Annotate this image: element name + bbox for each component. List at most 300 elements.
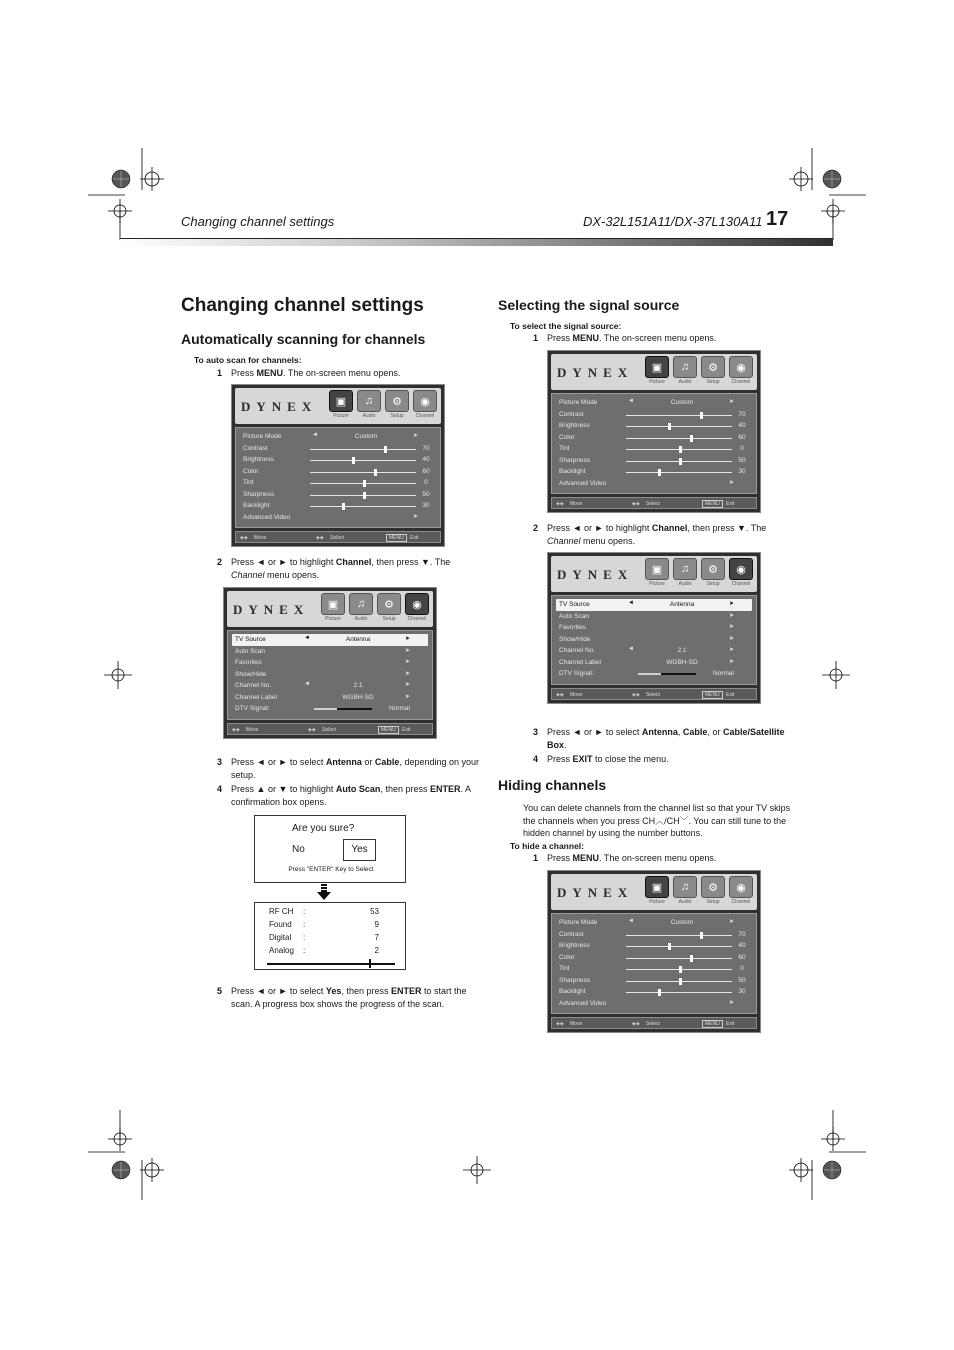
slider-knob[interactable] — [363, 492, 366, 499]
slider-knob[interactable] — [679, 458, 682, 465]
menu-row-label: Contrast — [243, 444, 268, 452]
tv-menu-body — [227, 630, 433, 720]
step-text: menu opens. — [580, 536, 636, 546]
tv-menu-body — [551, 913, 757, 1014]
audio-icon: ♫ — [349, 593, 373, 615]
menu-row-value: 0 — [424, 479, 428, 486]
slider-track — [310, 449, 416, 450]
step-text: ◄ — [572, 523, 582, 533]
move-label: Move — [570, 501, 583, 507]
tv-menu-picture — [231, 384, 445, 547]
step-text: ◄ — [256, 986, 266, 996]
menu-row-label: Contrast — [559, 410, 584, 418]
picture-icon: ▣ — [645, 558, 669, 580]
slider-knob[interactable] — [668, 423, 671, 430]
tab-channel[interactable] — [728, 356, 754, 387]
left-arrow-icon: ◄ — [628, 600, 634, 606]
step-text: Auto Scan — [335, 784, 381, 794]
tab-picture[interactable] — [644, 876, 670, 907]
step-text: . The on-screen menu opens. — [599, 333, 717, 343]
tab-label: Picture — [649, 581, 665, 587]
step-number: 1 — [533, 333, 539, 343]
right-arrow-icon: ➤ — [404, 659, 410, 665]
step-text: Press — [547, 853, 573, 863]
menu-row-value: 0 — [740, 445, 744, 452]
page-number: 17 — [766, 208, 789, 230]
slider-knob[interactable] — [700, 412, 703, 419]
running-header-model: DX-32L151A11/DX-37L130A11 — [583, 214, 763, 229]
heading-signal-source: Selecting the signal source — [498, 297, 680, 313]
menu-row-label: Color — [559, 953, 575, 961]
confirm-question: Are you sure? — [292, 823, 355, 834]
scan-progress-marker — [369, 959, 371, 968]
menu-row[interactable] — [556, 622, 752, 634]
menu-row-slider[interactable] — [556, 975, 752, 987]
step-text: to select — [603, 727, 642, 737]
right-arrow-icon: ➤ — [728, 647, 734, 653]
channel-icon: ◉ — [729, 876, 753, 898]
tab-picture[interactable] — [320, 593, 346, 624]
menu-row-slider[interactable] — [556, 455, 752, 467]
menu-row[interactable] — [556, 599, 752, 611]
menu-row-label: Channel No. — [235, 682, 272, 689]
slider-track — [626, 438, 732, 439]
menu-row-value: Antenna — [345, 636, 371, 643]
menu-row-label: Channel Label — [559, 658, 601, 666]
tab-setup[interactable] — [700, 558, 726, 589]
step-text: Cable/Satellite Box — [547, 727, 785, 750]
menu-row-label: Picture Mode — [559, 919, 598, 926]
step — [533, 522, 797, 548]
tv-menu-tabs — [644, 558, 754, 589]
menu-row-slider[interactable] — [556, 466, 752, 478]
step-text: Yes — [325, 986, 342, 996]
menu-row-label: Sharpness — [243, 490, 275, 498]
step-text: MENU — [256, 368, 284, 378]
tab-channel[interactable] — [412, 390, 438, 421]
slider-knob[interactable] — [700, 932, 703, 939]
menu-row[interactable] — [232, 657, 428, 669]
exit-label: Exit — [402, 726, 411, 733]
confirm-yes-button[interactable]: Yes — [343, 839, 376, 861]
step — [533, 726, 797, 752]
menu-row-value: 60 — [738, 953, 746, 961]
step-text: ▼ — [736, 523, 746, 533]
menu-row-label: Show/Hide — [235, 670, 267, 678]
step-number: 4 — [533, 754, 539, 764]
tab-label: Channel — [407, 616, 427, 622]
step-text: . The — [429, 557, 451, 567]
right-arrow-icon: ➤ — [728, 635, 734, 642]
exit-label: Exit — [726, 501, 735, 507]
tab-picture[interactable] — [328, 390, 354, 421]
menu-row-label: Picture Mode — [559, 399, 598, 406]
menu-row[interactable] — [232, 692, 428, 704]
slider-knob[interactable] — [342, 503, 345, 510]
slider-knob[interactable] — [374, 469, 377, 476]
tab-setup[interactable] — [700, 356, 726, 387]
menu-row-label: Brightness — [243, 456, 274, 463]
step-text: Channel — [231, 570, 265, 580]
tab-picture[interactable] — [644, 558, 670, 589]
slider-knob[interactable] — [384, 446, 387, 453]
menu-key-icon: MENU — [386, 534, 407, 542]
step-text: or — [361, 757, 375, 767]
tab-label: Picture — [325, 616, 341, 622]
tv-menu-channel — [547, 552, 761, 704]
step-text: , then press — [371, 557, 421, 567]
scan-row-value: 9 — [374, 920, 379, 929]
tab-label: Audio — [678, 581, 692, 587]
menu-row-label: TV Source — [235, 636, 266, 643]
tab-label: Audio — [354, 616, 368, 622]
menu-row-value: Normal — [389, 705, 410, 712]
menu-row-slider[interactable] — [556, 443, 752, 455]
tv-menu-tabs — [644, 876, 754, 907]
menu-row-value: 60 — [422, 467, 430, 475]
menu-row-slider[interactable] — [556, 940, 752, 952]
tab-label: Audio — [678, 379, 692, 385]
menu-row-slider[interactable] — [556, 929, 752, 941]
menu-row-value: 70 — [422, 444, 430, 452]
tab-label: Setup — [706, 581, 720, 587]
step-text: . The on-screen menu opens. — [599, 853, 717, 863]
exit-label: Exit — [410, 535, 419, 541]
step-text: Channel — [651, 523, 688, 533]
step — [533, 852, 799, 865]
step-text: Press — [231, 757, 257, 767]
tab-label: Audio — [362, 413, 376, 419]
menu-row-label: Brightness — [559, 942, 590, 949]
slider-track — [626, 426, 732, 427]
scan-row-colon: : — [303, 920, 306, 929]
slider-track — [626, 935, 732, 936]
menu-row[interactable] — [240, 512, 436, 524]
right-arrow-icon: ➤ — [412, 513, 418, 520]
audio-icon: ♫ — [673, 356, 697, 378]
menu-row[interactable] — [240, 431, 436, 443]
menu-row-slider[interactable] — [240, 489, 436, 501]
scan-row — [269, 933, 379, 945]
tv-menu-header — [551, 874, 757, 910]
step — [217, 985, 483, 1011]
menu-row-label: Tint — [243, 479, 254, 486]
menu-row-value: 40 — [738, 942, 746, 949]
slider-track — [626, 415, 732, 416]
menu-row-label: Contrast — [559, 930, 584, 938]
menu-row-value: 60 — [738, 433, 746, 441]
step-text: , then press — [341, 986, 391, 996]
menu-row-value: 0 — [740, 965, 744, 972]
tab-label: Picture — [333, 413, 349, 419]
confirm-no-button[interactable]: No — [292, 844, 305, 855]
step-text: to close the menu. — [592, 754, 669, 764]
dynex-logo: DYNEX — [557, 365, 634, 380]
menu-row-slider[interactable] — [556, 432, 752, 444]
subheading-auto-scan: To auto scan for channels: — [194, 355, 302, 365]
menu-row-slider[interactable] — [240, 466, 436, 478]
menu-row-slider[interactable] — [556, 963, 752, 975]
tab-setup[interactable] — [384, 390, 410, 421]
audio-icon: ♫ — [357, 390, 381, 412]
menu-row-label: TV Source — [559, 601, 590, 608]
step-text: MENU — [572, 333, 600, 343]
select-label: Select — [646, 501, 660, 507]
step-number: 5 — [217, 986, 223, 996]
step-text: ◄ — [572, 727, 582, 737]
menu-row-value: WGBH-SD — [342, 693, 374, 701]
left-arrow-icon: ◄ — [304, 681, 310, 687]
tv-menu-footer — [235, 531, 441, 543]
menu-row[interactable] — [556, 645, 752, 657]
slider-track — [310, 472, 416, 473]
menu-row[interactable] — [556, 998, 752, 1010]
tv-menu-footer — [551, 688, 757, 700]
menu-row-value: 2.1 — [353, 682, 363, 689]
step — [217, 756, 483, 782]
tab-audio[interactable] — [356, 390, 382, 421]
slider-knob[interactable] — [658, 469, 661, 476]
slider-knob[interactable] — [679, 966, 682, 973]
picture-icon: ▣ — [321, 593, 345, 615]
menu-key-icon: MENU — [378, 726, 399, 734]
slider-track — [626, 472, 732, 473]
tab-channel[interactable] — [404, 593, 430, 624]
step-text: Press — [547, 333, 573, 343]
right-arrow-icon: ➤ — [728, 479, 734, 486]
step-text: to select — [287, 757, 326, 767]
menu-row-value: Antenna — [669, 601, 695, 608]
tv-menu-body — [551, 595, 757, 685]
step-text: ► — [278, 757, 288, 767]
menu-row[interactable] — [556, 657, 752, 669]
step-text: to highlight — [287, 557, 336, 567]
audio-icon: ♫ — [673, 558, 697, 580]
menu-row-label: Backlight — [559, 468, 586, 475]
menu-row-value: Normal — [713, 670, 734, 677]
tab-setup[interactable] — [700, 876, 726, 907]
scan-row — [269, 946, 379, 958]
setup-icon: ⚙ — [701, 876, 725, 898]
menu-row-value: Custom — [670, 399, 694, 406]
menu-row-value: 30 — [738, 988, 746, 995]
step-number: 3 — [533, 727, 539, 737]
step-text: Press — [231, 784, 257, 794]
right-arrow-icon: ➤ — [728, 399, 734, 405]
menu-row[interactable] — [556, 397, 752, 409]
tab-channel[interactable] — [728, 876, 754, 907]
picture-icon: ▣ — [645, 356, 669, 378]
step-text: Channel — [335, 557, 372, 567]
menu-row-slider[interactable] — [240, 454, 436, 466]
step-number: 1 — [533, 853, 539, 863]
slider-track — [626, 958, 732, 959]
step-text: Press — [547, 727, 573, 737]
scan-progress-box — [254, 902, 406, 970]
step-text: Press — [547, 523, 573, 533]
scan-progress-track — [267, 963, 395, 965]
scan-row-colon: : — [303, 946, 306, 955]
heading-hiding-channels: Hiding channels — [498, 777, 607, 793]
menu-row-label: Tint — [559, 965, 570, 972]
step-text: ◄ — [256, 757, 266, 767]
tv-menu-tabs — [644, 356, 754, 387]
right-arrow-icon: ➤ — [404, 636, 410, 642]
menu-key-icon: MENU — [702, 1020, 723, 1028]
right-arrow-icon: ➤ — [728, 624, 734, 630]
menu-row-value: 2.1 — [677, 647, 687, 654]
menu-row-label: Sharpness — [559, 456, 591, 464]
tab-audio[interactable] — [348, 593, 374, 624]
menu-row-label: Backlight — [559, 988, 586, 995]
tab-label: Picture — [649, 899, 665, 905]
left-arrow-icon: ◄ — [628, 918, 634, 924]
channel-icon: ◉ — [405, 593, 429, 615]
tab-setup[interactable] — [376, 593, 402, 624]
menu-row-label: Advanced Video — [559, 999, 607, 1007]
menu-row-value: 30 — [738, 468, 746, 475]
dynex-logo: DYNEX — [241, 399, 318, 414]
step-text: Press — [547, 754, 573, 764]
left-arrow-icon: ◄ — [628, 646, 634, 652]
right-arrow-icon: ➤ — [728, 612, 734, 619]
step-number: 2 — [217, 557, 223, 567]
tab-audio[interactable] — [672, 558, 698, 589]
move-icon: ◈◈ — [556, 1021, 564, 1027]
paragraph-hiding-channels: You can delete channels from the channel list so that your TV skips the channels when you press CH︿/CH﹀. You can still tune to the hidden channel by using the number buttons. — [523, 803, 791, 838]
signal-meter — [638, 673, 696, 675]
menu-row[interactable] — [232, 680, 428, 692]
step-text: ▲ — [256, 784, 266, 794]
step-text: . The — [745, 523, 767, 533]
exit-label: Exit — [726, 691, 735, 698]
step — [217, 783, 483, 809]
slider-track — [310, 460, 416, 461]
step — [217, 556, 483, 582]
step-text: EXIT — [572, 754, 593, 764]
menu-row-dtv-signal — [556, 668, 752, 680]
step-text: Press — [231, 368, 257, 378]
subheading-signal-source: To select the signal source: — [510, 321, 622, 331]
step-text: MENU — [572, 853, 600, 863]
select-icon: ◈◈ — [632, 1021, 640, 1027]
menu-row-label: Picture Mode — [243, 433, 282, 440]
menu-row-slider[interactable] — [240, 477, 436, 489]
menu-row-label: Channel Label — [235, 693, 277, 701]
menu-row-value: Custom — [354, 433, 378, 440]
slider-track — [626, 992, 732, 993]
step-number: 1 — [217, 368, 223, 378]
step-text: or — [265, 784, 279, 794]
tab-channel[interactable] — [728, 558, 754, 589]
menu-row[interactable] — [556, 611, 752, 623]
tv-menu-picture — [547, 870, 761, 1033]
menu-row-label: Backlight — [243, 502, 270, 509]
move-icon: ◈◈ — [556, 501, 564, 507]
select-icon: ◈◈ — [632, 501, 640, 507]
scan-row-label: RF CH — [269, 907, 294, 916]
slider-knob[interactable] — [658, 989, 661, 996]
tab-picture[interactable] — [644, 356, 670, 387]
step-text: ► — [594, 523, 604, 533]
step-text: , then press — [687, 523, 737, 533]
slider-knob[interactable] — [668, 943, 671, 950]
menu-row-slider[interactable] — [556, 986, 752, 998]
menu-row-value: 70 — [738, 410, 746, 418]
tv-menu-tabs — [320, 593, 430, 624]
scan-row — [269, 920, 379, 932]
menu-row-label: Channel No. — [559, 647, 596, 654]
step-text: ► — [278, 986, 288, 996]
slider-knob[interactable] — [363, 480, 366, 487]
right-arrow-icon: ➤ — [728, 919, 734, 925]
menu-row[interactable] — [232, 634, 428, 646]
menu-row[interactable] — [556, 478, 752, 490]
tv-menu-footer — [551, 1017, 757, 1029]
slider-knob[interactable] — [352, 457, 355, 464]
move-icon: ◈◈ — [240, 535, 248, 541]
tv-menu-header — [227, 591, 433, 627]
scan-row-value: 53 — [370, 907, 379, 916]
slider-track — [310, 506, 416, 507]
menu-row-value: WGBH-SD — [666, 658, 698, 666]
menu-row-value: 50 — [738, 456, 746, 464]
menu-row-dtv-signal — [232, 703, 428, 715]
menu-row-slider[interactable] — [556, 409, 752, 421]
slider-knob[interactable] — [679, 446, 682, 453]
menu-row-label: Brightness — [559, 422, 590, 429]
menu-row[interactable] — [556, 917, 752, 929]
menu-key-icon: MENU — [702, 500, 723, 508]
scan-row-colon: : — [303, 907, 306, 916]
subheading-hide-channel: To hide a channel: — [510, 841, 584, 851]
tab-label: Setup — [390, 413, 404, 419]
menu-row-value: 50 — [422, 490, 430, 498]
tv-menu-header — [551, 556, 757, 592]
left-arrow-icon: ◄ — [628, 398, 634, 404]
right-arrow-icon: ➤ — [404, 693, 410, 700]
move-icon: ◈◈ — [556, 691, 564, 698]
menu-row[interactable] — [232, 669, 428, 681]
menu-row-slider[interactable] — [240, 500, 436, 512]
tab-audio[interactable] — [672, 356, 698, 387]
slider-knob[interactable] — [690, 955, 693, 962]
tab-label: Channel — [415, 413, 435, 419]
select-label: Select — [330, 535, 344, 541]
right-arrow-icon: ➤ — [404, 647, 410, 654]
menu-row-slider[interactable] — [556, 952, 752, 964]
tv-menu-body — [235, 427, 441, 528]
step-text: , — [677, 727, 683, 737]
menu-row[interactable] — [232, 646, 428, 658]
dynex-logo: DYNEX — [233, 602, 310, 617]
tab-audio[interactable] — [672, 876, 698, 907]
page-title: Changing channel settings — [181, 295, 424, 316]
menu-row-slider[interactable] — [240, 443, 436, 455]
move-label: Move — [570, 1021, 583, 1027]
slider-knob[interactable] — [679, 978, 682, 985]
select-icon: ◈◈ — [316, 535, 324, 541]
menu-row[interactable] — [556, 634, 752, 646]
step-text: or — [265, 557, 279, 567]
setup-icon: ⚙ — [385, 390, 409, 412]
step — [533, 332, 799, 345]
slider-knob[interactable] — [690, 435, 693, 442]
header-line — [120, 238, 833, 239]
confirm-hint: Press "ENTER" Key to Select — [288, 866, 374, 873]
menu-row-value: 40 — [738, 422, 746, 429]
menu-row-slider[interactable] — [556, 420, 752, 432]
